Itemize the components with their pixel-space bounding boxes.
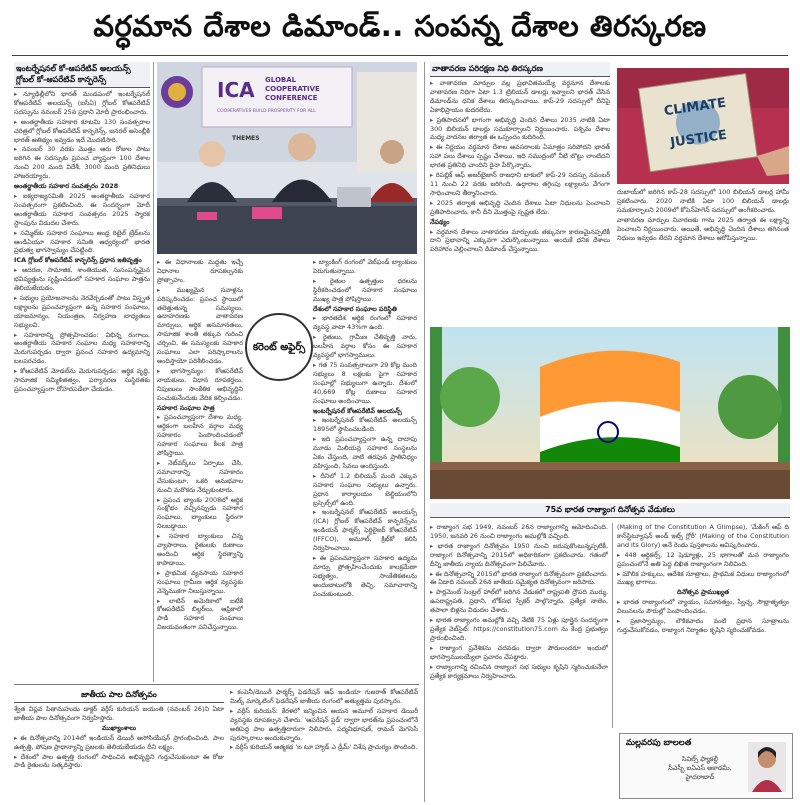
col4-para: ▸ రిపబ్లిక్ ఆఫ్ అజర్‌బైజాన్ రాజధాని బాకులో కాప్-29 సదస్సు నవంబర్ 11 నుంచి 22 వరకు జరిగింది. ఉద్గారాల తగ్గింపు లక్ష్యాలను వేగంగా సాధించాలని తీర్మానించారు.: [430, 171, 610, 198]
banner-line3: CONFERENCE: [265, 94, 318, 102]
milk-day-right-para: ▸ వర్గీస్ కురియన్ ఆత్మకథ 'ఐ టూ హ్యాడ్ ఎ డ్రీమ్' విశేష ప్రాచుర్యం పొందింది.: [230, 743, 418, 752]
col3-sub1-title: దేశంలో సహకార సంఘాల పరిస్థితి: [313, 304, 397, 313]
constitution-title: 75వ భారత రాజ్యాంగ దినోత్సవ వేడుకలు: [430, 503, 790, 518]
col4-para: ▸ 2025 తర్వాత అభివృద్ధి చెందిన దేశాలు ఏటా నిధులను పెంచాలని ప్రతిపాదించారు. కానీ దీని మొత్తంపై స్పష్టత లేదు.: [430, 199, 610, 217]
col3-sub2-para: ▸ ఇంటర్నేషనల్ కోఆపరేటివ్ అలయన్స్ (ICA) గ్లోబల్ కోఆపరేటివ్ కాన్ఫరెన్స్‌ను ఇండియన్ ఫార్మర్స్ ఫెర్టిలైజర్ కోఆపరేటివ్ (IFFCO), అమూల్, క్రిభ్‌కో కలిసి నిర్వహించాయి.: [313, 508, 417, 553]
col3-sub1-para: ▸ గత 75 సంవత్సరాలుగా 29 కోట్ల మంది సభ్యులు 8 లక్షలకు పైగా సహకార సంఘాల్లో సభ్యులుగా ఉన్నారు. దేశంలో 40,669 కోట్ల రుణాలు సహకార సంఘాలు అందించాయి.: [313, 361, 417, 406]
climate-justice-photo: [617, 68, 789, 184]
col2-para: ▸ భాగస్వామ్యం: కోఆపరేటివ్ నాయకులు, విధాన రూపకర్తలు, నిపుణులు సాంకేతిక అభివృద్ధిని పంచుకునేందుకు వేదిక కల్పించడం.: [157, 367, 243, 403]
constitution-sub1-para: ▸ భారత రాజ్యాంగంలో న్యాయం, సమానత్వం, స్వేచ్ఛ, సౌభ్రాతృత్వం విలువలను పౌరుల్లో పెంపొందించడం.: [617, 598, 789, 616]
constitution-para: ▸ భారత రాజ్యాంగం అమల్లోకి వచ్చి నేటికి 75 ఏళ్లు పూర్తైన సందర్భంగా ప్రత్యేక వెబ్‌సైట్: https://constitution75.com ను కేంద్ర ప్రభుత్వం ప్రారంభించింది.: [430, 616, 608, 643]
milk-day-intro: శ్వేత విప్లవ పితామహుడు డాక్టర్ వర్గీస్ కురియన్ జయంతి (నవంబర్ 26)ని ఏటా జాతీయ పాల దినోత్సవంగా నిర్వహిస్తారు.: [14, 705, 224, 722]
constitution-para: ▸ భారత రాజ్యాంగ దినోత్సవం 1950 నుంచి జరుపుకొంటున్నప్పటికీ, రాజ్యాంగ దినోత్సవాన్ని 2015లో అధికారికంగా ప్రకటించారు. గతంలో దీన్ని జాతీయ న్యాయ దినోత్సవంగా పిలిచేవారు.: [430, 542, 608, 569]
constitution-right: [617, 523, 789, 728]
ica-conference-photo: [157, 62, 417, 254]
milk-day-sub: ముఖ్యాంశాలు: [101, 723, 137, 732]
col1-title: ఇంటర్నేషనల్ కో-ఆపరేటివ్ అలయన్స్ గ్లోబల్ కో-ఆపరేటివ్ కాన్ఫరెన్స్: [14, 62, 150, 88]
milk-day-para: ▸ ఈ దినోత్సవాన్ని 2014లో ఇండియన్ డెయిరీ అసోసియేషన్ ప్రారంభించింది. పాల ఉత్పత్తి, పోషణ ప్రాధాన్యాన్ని ప్రజలకు తెలియజేయడం దీని లక్ష్యం.: [14, 734, 224, 752]
col1-sub2-para: ▸ కోఆపరేటివ్ మోడల్‌ను మెరుగుపర్చడం: ఆర్థిక వృద్ధి, సామాజిక సమ్మిళితత్వం, పర్యావరణ సుస్థిరతకు ప్రపంచవ్యాప్తంగా దోహదపడేలా చేయడం.: [14, 367, 150, 394]
col1-sub2-title: ICA గ్లోబల్ కోఆపరేటివ్ కాన్ఫరెన్స్ ప్రధాన ఇతివృత్తం: [14, 256, 142, 265]
col1-para: ▸ అంతర్జాతీయ సహకార కూటమి 130 సంవత్సరాల చరిత్రలో గ్లోబల్ కోఆపరేటివ్ కాన్ఫరెన్స్, జనరల్ అసెంబ్లీకి భారత్ ఆతిథ్యం ఇవ్వడం ఇదే మొదటిసారి.: [14, 118, 150, 145]
col3-sub2-para: ▸ ఈ ప్రపంచవ్యాప్తంగా సహకార ఉద్యమ మార్పు ప్రోత్సహించేందుకు కాలక్రమేణా సభ్యత్వం, సాంకేతికతలను అందుబాటులోకి తెచ్చి, సమాచారాన్ని పంచుకుంటుంది.: [313, 554, 417, 599]
milk-day-right: [230, 688, 418, 803]
col2-sub1-title: సహకార సంఘాల పాత్ర: [157, 403, 215, 412]
author-photo: [748, 742, 786, 792]
current-affairs-badge: కరెంట్ అఫైర్స్: [245, 313, 313, 381]
col3-para: ▸ బ్యాంకింగ్ రంగంలో వెబ్‌ఫండ్ బ్యాంకులు పెరుగుతున్నాయి.: [313, 258, 417, 276]
constitution-right-para: (Making of the Constitution A Glimpse), 'మేకింగ్ ఆఫ్ ది కాన్‌స్టిట్యూషన్ అండ్ ఇట్స్ గ్లోరీ' (Making of the Constitution and its Glory) అనే రెండు పుస్తకాలను ఆవిష్కరించారు.: [617, 523, 789, 549]
col1-sub2-para: ▸ సహకారాన్ని ప్రోత్సహించడం: విభిన్న రంగాలు, అంతర్జాతీయ సహకార సంఘాల మధ్య సహకారాన్ని మెరుగుపర్చడం ద్వారా ప్రపంచ సహకార ఉద్యమాన్ని బలపరచడం.: [14, 331, 150, 367]
col5: [617, 188, 789, 324]
constitution-day-photo: [430, 327, 790, 499]
constitution-right-para: ▸ 448 ఆర్టికల్స్, 12 షెడ్యూళ్లు, 25 భాగాలతో మన రాజ్యాంగం ప్రపంచంలోనే అతి పెద్ద లిఖిత రాజ్యాంగంగా నిలిచింది.: [617, 551, 789, 569]
col4-para: ▸ ఈ నిర్ణయం వర్ధమాన దేశాల అవసరాలకు ఏమాత్రం సరిపోదని భారత్ సహా పలు దేశాలు స్పష్టం చేశాయి. ఇది సముద్రంలో నీటి బొట్టు లాంటిదని భారత ప్రతినిధి చాందిని రైనా పేర్కొన్నారు.: [430, 143, 610, 170]
author-role: [660, 755, 740, 782]
col2-sub1-para: ▸ లాటిన్ అమెరికాలో ఐటీకే కోఆపరేటివ్ బిల్డర్‌లు, ఆఫ్రికాలో పాడి సహకార సంఘాలు విజయవంతంగా పనిచేస్తున్నాయి.: [157, 597, 243, 633]
col3-sub2-title: ఇంటర్నేషనల్ కోఆపరేటివ్ అలయన్స్: [313, 406, 402, 415]
banner-title: ICA: [217, 78, 255, 102]
author-role-line1: సివిల్స్ ఫ్యాకల్టీ: [681, 755, 719, 763]
col1-sub2-para: ▸ ఆదరణ, సామాజిక, శాంతియుత, సుసంపన్నమైన భవిష్యత్తును సృష్టించడంలో సహకార సంఘాల పాత్రను తెలియజేయడం.: [14, 266, 150, 293]
constitution-para: ▸ రాజ్యాంగ ప్రవేశికను చదవడం ద్వారా పౌరులందరూ ఇందులో భాగస్వాములయ్యేలా ప్రచారం చేపట్టారు.: [430, 644, 608, 662]
author-role-line2: సీఎస్బీ ఐఏఎస్ అకాడమీ, హైదరాబాద్: [668, 764, 732, 781]
constitution-para: ▸ పార్లమెంట్ సెంట్రల్ హాల్‌లో జరిగిన వేడుకలో రాష్ట్రపతి ద్రౌపది ముర్ము, ఉపరాష్ట్రపతి, ప్రధాని, లోక్‌సభ స్పీకర్ పాల్గొన్నారు. ప్రత్యేక నాణెం, తపాలా బిళ్లను విడుదల చేశారు.: [430, 588, 608, 615]
milk-day-right-para: ▸ కంపెనీ/డెయిరీ ఫార్మర్స్ ఫెడరేషన్ ఆఫ్ ఇండియా గుజరాత్ కోఆపరేటివ్ మిల్క్ మార్కెటింగ్ ఫెడరేషన్ జాతీయ రంగంలో అత్యుత్తమ పురస్కారం.: [230, 688, 418, 706]
milk-day-left: [14, 688, 224, 803]
col2-para: ▸ ఈ విధానాలకు మద్దతు ఇచ్చే విధానాల రూపకల్పనకు ప్రోత్సాహం.: [157, 258, 243, 285]
col2-sub1-para: ▸ ప్రపంచ బ్యాంకు 2008లో ఆర్థిక సంక్షోభం వచ్చినప్పుడు సహకార సంఘాలు, బ్యాంకులు స్థిరంగా నిలబడ్డాయి.: [157, 496, 243, 532]
constitution-para: ▸ రాజ్యాంగ సభ 1949, నవంబర్ 26న రాజ్యాంగాన్ని ఆమోదించింది. 1950, జనవరి 26 నుంచి రాజ్యాంగం అమల్లోకి వచ్చింది.: [430, 523, 608, 541]
constitution-header: [430, 503, 790, 521]
author-box: [619, 733, 793, 799]
col2-sub1-para: ▸ సహకార బ్యాంకులు చిన్న వ్యాపారాలు, రైతులకు రుణాలు అందించి ఆర్థిక స్థిరత్వాన్ని కాపాడాయి.: [157, 532, 243, 568]
sign-line2: JUSTICE: [669, 127, 728, 151]
col3-sub1-para: ▸ భారతదేశ ఆర్థిక రంగంలో సహకార వ్యవస్థ వాటా 43%గా ఉంది.: [313, 314, 417, 332]
constitution-left: [430, 523, 608, 803]
col3-sub1-para: ▸ రైతులు, గ్రామీణ చేతివృత్తి వారు, బలహీన వర్గాల కోసం ఈ సహకార వ్యవస్థలో భాగస్వాములు.: [313, 333, 417, 360]
banner-line1: GLOBAL: [265, 76, 297, 84]
banner-line2: COOPERATIVE: [265, 85, 320, 93]
col4: [430, 62, 610, 324]
col4-sub1-title: నేపథ్యం: [430, 217, 450, 226]
col-divider: [153, 62, 154, 682]
col1: [14, 62, 150, 682]
milk-day-right-para: ▸ వర్గీస్ కురియన్: కేరళలో జన్మించిన ఆయన అమూల్ సహకార డెయిరీ వ్యవస్థకు రూపకల్పన చేశారు. 'ఆపరేషన్ ఫ్లడ్' ద్వారా భారత్‌ను ప్రపంచంలోనే అతిపెద్ద పాల ఉత్పత్తిదారుగా నిలిపారు. పద్మవిభూషణ్, రామన్ మెగసెసే పురస్కారాలు అందుకున్నారు.: [230, 707, 418, 743]
section-rule: [14, 684, 419, 685]
col1-para: ▸ నవంబర్ 30 వరకు మొత్తం ఆరు రోజుల పాటు జరిగిన ఈ సదస్సుకు ప్రపంచ వ్యాప్తంగా 100 దేశాల నుంచి 200 మంది విదేశీ, 3000 మంది ప్రతినిధులు హాజరయ్యారు.: [14, 145, 150, 181]
constitution-right-para: ▸ మౌలిక హక్కులు, ఆదేశిక సూత్రాలు, ప్రాథమిక విధులు రాజ్యాంగంలో ముఖ్య భాగాలు.: [617, 570, 789, 588]
climate-justice-illustration: [617, 68, 789, 184]
col2-sub1-para: ▸ ప్రపంచవ్యాప్తంగా దేశాల మధ్య, ఆర్థికంగా బలహీన వర్గాల మధ్య సహకారం పెంపొందించడంలో సహకార సంఘాలు కీలక పాత్ర పోషిస్తాయి.: [157, 413, 243, 458]
sign-line1: CLIMATE: [663, 95, 727, 120]
constitution-sub1-title: దినోత్సవ ప్రాముఖ్యత: [677, 588, 729, 597]
milk-day-title: జాతీయ పాల దినోత్సవం: [14, 688, 224, 703]
col3-sub2-para: ▸ దీనిలో 1.2 బిలియన్ మంది ఎక్కువ సహకార సంఘాల సభ్యులు ఉన్నారు. ప్రధాన కార్యాలయం బెల్జియంలోని బ్రస్సెల్స్‌లో ఉంది.: [313, 472, 417, 508]
col3-sub2-para: ▸ ఇది ప్రపంచవ్యాప్తంగా ఉన్న దాదాపు మూడు మిలియన్ల సహకార సంస్థలను ఏకం చేస్తుంది, వాటి తరఫున ప్రాతినిధ్యం వహిస్తుంది, సేవలు అందిస్తుంది.: [313, 435, 417, 471]
col5-para: వాతావరణ మార్పుల నివారణకు గాను 2025 తర్వాత ఈ లక్ష్యాన్ని పెంచాలని నిర్ణయించారు. అయితే, అభివృద్ధి చెందిన దేశాలు తగినంత నిధులు ఇవ్వడం లేదని వర్ధమాన దేశాలు ఆరోపిస్తున్నాయి.: [617, 215, 789, 242]
banner-themes: THEMES: [232, 135, 260, 142]
constitution-sub1-para: ▸ ప్రజాస్వామ్యం, లౌకికవాదం వంటి ప్రధాన సూత్రాలను గుర్తుచేసుకోవడం, రాజ్యాంగ నిర్మాతల కృషిని స్మరించుకోవడం.: [617, 617, 789, 635]
col4-para: ▸ వాతావరణ మార్పుల వల్ల ప్రభావితమయ్యే వర్ధమాన దేశాలకు వాతావరణ నిధిగా ఏటా 1.3 ట్రిలియన్ డాలర్లు ఇవ్వాలని భారత్ చేసిన డిమాండ్‌ను ధనిక దేశాలు తిరస్కరించాయి. కాప్-29 సదస్సులో దీనిపై ఏకాభిప్రాయం కుదరలేదు.: [430, 79, 610, 115]
constitution-para: ▸ రాజ్యాంగాన్ని రచించిన రాజ్యాంగ సభ సభ్యుల కృషిని స్మరించుకునేలా ప్రత్యేక కార్యక్రమాలు నిర్వహించారు.: [430, 663, 608, 681]
author-name: మల్లవరపు బాలలత: [626, 738, 692, 748]
col1-sub1-para: ▸ సమ్మిట్‌కు సహకార సంఘాలు ఆంధ్ర రిటైల్ ట్రేడ్‌లను ఆండిఏయూ సహకార సమితి ఆధ్వర్యంలో భారత ప్రభుత్వ భాగస్వామ్యం చేపట్టింది.: [14, 229, 150, 256]
col-divider: [424, 62, 425, 802]
col1-para: ▸ న్యూఢిల్లీలోని భారత్ మండపంలో ఇంటర్నేషనల్ కోఆపరేటివ్ అలయన్స్ (ఐసీఏ) గ్లోబల్ కోఆపరేటివ్ సదస్సును నవంబర్ 25న ప్రధాని మోదీ ప్రారంభించారు.: [14, 90, 150, 117]
col3: [313, 258, 417, 682]
ica-conference-illustration: [157, 62, 417, 254]
milk-day-para: ▸ దేశంలో పాల ఉత్పత్తి రంగంలో సాధించిన అభివృద్ధిని గుర్తుచేసుకుంటూ ఈ రోజు పాడి రైతులను సత్కరిస్తారు.: [14, 753, 224, 771]
col1-sub1-title: అంతర్జాతీయ సహకార సంవత్సరం 2028: [14, 182, 119, 191]
col4-sub1-para: ▸ వర్ధమాన దేశాలు వాతావరణ మార్పులకు తక్కువగా కారణమైనప్పటికీ దాని ప్రభావాన్ని ఎక్కువగా ఎదుర్కొంటున్నాయి. అందుకే ధనిక దేశాలు పరిహారం చెల్లించాలని డిమాండ్ చేస్తున్నాయి.: [430, 228, 610, 255]
col5-para: దుబాయ్‌లో జరిగిన కాప్-28 సదస్సులో 100 బిలియన్ డాలర్ల హామీ ప్రకటించారు. 2020 నాటికి ఏటా 100 బిలియన్ డాలర్లు సమకూర్చాలని 2009లో కోపెన్‌హెగెన్ సదస్సులో అంగీకరించారు.: [617, 188, 789, 214]
col3-sub2-para: ▸ ఇంటర్నేషనల్ కోఆపరేటివ్ అలయన్స్ 1895లో స్థాపించబడింది.: [313, 416, 417, 434]
col2-para: ▸ ముఖ్యమైన సవాళ్లను పరిష్కరించడం: ప్రపంచ స్థాయిలో తలెత్తుతున్న సమస్యలు, ఉదాహరణకు వాతావరణ మార్పులు, ఆర్థిక అసమానతలు, సామాజిక శాంతి తక్కువ గురించి చర్చించి, ఈ సమస్యలకు సహకార సంఘాలు ఎలా పరిష్కారాలను అందిస్తాయో పరిశీలించడం.: [157, 286, 243, 366]
col4-para: ▸ ప్రతిపాదనలో భాగంగా అభివృద్ధి చెందిన దేశాలు 2035 నాటికి ఏటా 300 బిలియన్ డాలర్లు సమకూర్చాలని నిర్ణయించారు. పశ్చిమ దేశాల మధ్య వాదనల తర్వాత ఈ ఒప్పందం కుదిరింది.: [430, 116, 610, 143]
flag-illustration: [430, 327, 790, 499]
col-divider: [612, 523, 613, 728]
col2: [157, 258, 243, 682]
col1-sub2-para: ▸ సభ్యుల ప్రయోజనాలను నెరవేర్చడంతో పాటు విస్తృత లక్ష్యాలను ప్రపంచవ్యాప్తంగా ఉన్న సహకార సంఘాలు, యాజమాన్యం, నియంత్రణ, నిర్వహణ బాధ్యతలు సభ్యులవి.: [14, 294, 150, 330]
col3-para: ▸ రైతుల ఉత్పత్తుల ధరలను స్థిరీకరించడంలో సహకార సంఘాలు ముఖ్య పాత్ర పోషిస్తాయి.: [313, 277, 417, 304]
col2-sub1-para: ▸ ప్రాథమిక వ్యవసాయ సహకార సంఘాలు గ్రామీణ ఆర్థిక వ్యవస్థకు వెన్నెముకగా నిలుస్తున్నాయి.: [157, 569, 243, 596]
page-headline: వర్ధమాన దేశాల డిమాండ్.. సంపన్న దేశాల తిరస్కరణ: [93, 9, 707, 43]
col1-sub1-para: ▸ ఐక్యరాజ్యసమితి 2025 అంతర్జాతీయ సహకార సంవత్సరంగా ప్రకటించింది. ఈ సందర్భంగా మోదీ అంతర్జాతీయ సహకార సంవత్సరం 2025 స్మారక స్టాంపును విడుదల చేశారు.: [14, 192, 150, 228]
col4-title: వాతావరణ పరిరక్షణ నిధి తిరస్కరణ: [430, 62, 610, 77]
col2-sub1-para: ▸ నెట్‌వర్క్‌లు ఏర్పాటు చేసి, సమాచారాన్ని సహకారం చేసుకుంటూ, ఒకరి అనుభవాల నుంచి మరొకరు నేర్చుకుంటారు.: [157, 459, 243, 495]
headline-rule: [12, 55, 788, 56]
constitution-para: ▸ ఈ దినోత్సవాన్ని 2015లో భారత రాజ్యాంగ దినోత్సవంగా ప్రకటించారు. ఈ ఏడాది నవంబర్ 26న జాతీయ సమైక్యత దినోత్సవంగా జరిపారు.: [430, 570, 608, 588]
banner-sub: COOPERATIVES BUILD PROSPERITY FOR ALL: [217, 109, 316, 114]
